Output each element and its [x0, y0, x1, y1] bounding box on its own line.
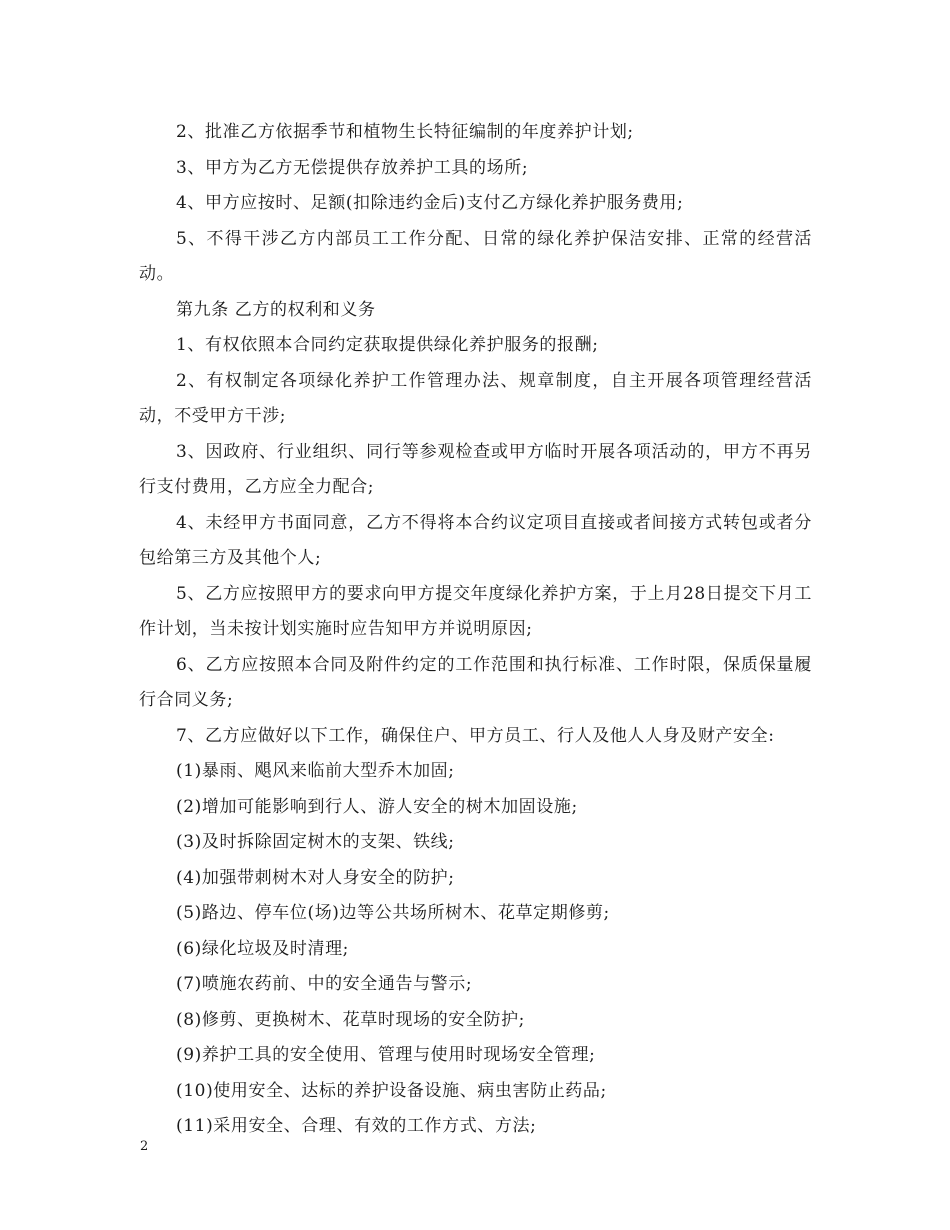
list-item: (2)增加可能影响到行人、游人安全的树木加固设施; [176, 796, 578, 817]
paragraph: 7、乙方应做好以下工作，确保住户、甲方员工、行人及他人人身及财产安全: [176, 725, 775, 746]
paragraph: 4、未经甲方书面同意，乙方不得将本合约议定项目直接或者间接方式转包或者分包给第三方及其他个人; [139, 512, 812, 568]
list-item: (3)及时拆除固定树木的支架、铁线; [176, 832, 455, 852]
document-body [139, 115, 812, 1145]
paragraph: 5、乙方应按照甲方的要求向甲方提交年度绿化养护方案，于上月28日提交下月工作计划，当未按计划实施时应告知甲方并说明原因; [139, 583, 812, 639]
section-heading: 第九条 乙方的权利和义务 [176, 299, 376, 320]
paragraph: 2、批准乙方依据季节和植物生长特征编制的年度养护计划; [176, 122, 634, 142]
list-item: (10)使用安全、达标的养护设备设施、病虫害防止药品; [176, 1080, 607, 1101]
list-item: (5)路边、停车位(场)边等公共场所树木、花草定期修剪; [176, 903, 610, 923]
paragraph: 6、乙方应按照本合同及附件约定的工作范围和执行标准、工作时限，保质保量履行合同义务; [139, 654, 812, 710]
list-item: (4)加强带刺树木对人身安全的防护; [176, 867, 455, 888]
list-item: (1)暴雨、飓风来临前大型乔木加固; [176, 761, 455, 781]
list-item: (7)喷施农药前、中的安全通告与警示; [176, 974, 473, 994]
list-item: (9)养护工具的安全使用、管理与使用时现场安全管理; [176, 1045, 596, 1065]
paragraph: 2、有权制定各项绿化养护工作管理办法、规章制度，自主开展各项管理经营活动，不受甲方干涉; [139, 370, 812, 426]
paragraph: 3、甲方为乙方无偿提供存放养护工具的场所; [176, 157, 529, 178]
paragraph: 4、甲方应按时、足额(扣除违约金后)支付乙方绿化养护服务费用; [176, 193, 684, 213]
list-item: (6)绿化垃圾及时清理; [176, 938, 350, 959]
paragraph: 3、因政府、行业组织、同行等参观检查或甲方临时开展各项活动的，甲方不再另行支付费用，乙方应全力配合; [139, 441, 812, 497]
page-number: 2 [140, 1139, 149, 1154]
paragraph: 5、不得干涉乙方内部员工工作分配、日常的绿化养护保洁安排、正常的经营活动。 [139, 228, 812, 284]
list-item: (11)采用安全、合理、有效的工作方式、方法; [176, 1116, 537, 1136]
paragraph: 1、有权依照本合同约定获取提供绿化养护服务的报酬; [176, 335, 599, 355]
list-item: (8)修剪、更换树木、花草时现场的安全防护; [176, 1009, 526, 1030]
